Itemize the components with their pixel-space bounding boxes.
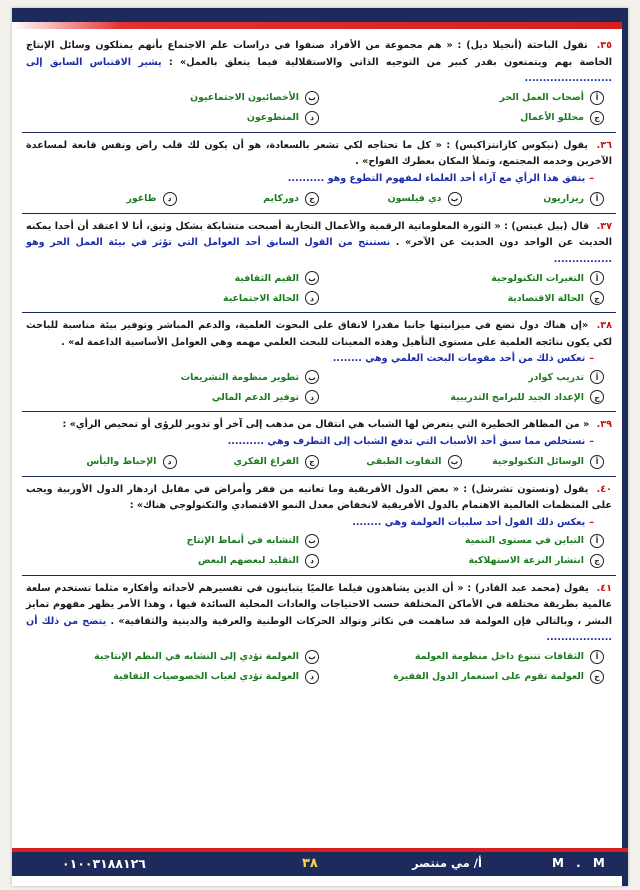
footer-phone: ٠١٠٠٣١٨٨١٢٦ xyxy=(62,856,146,871)
answer-blank: ................ xyxy=(553,253,612,265)
page-footer xyxy=(12,852,628,876)
question-36 xyxy=(26,138,612,207)
option-b[interactable] xyxy=(319,191,462,207)
option-b[interactable] xyxy=(34,270,319,286)
question-text xyxy=(26,482,612,515)
option-b[interactable] xyxy=(34,533,319,549)
option-letter-circle: أ xyxy=(590,370,604,384)
option-d[interactable] xyxy=(34,191,177,207)
option-label: التفاوت الطبقي xyxy=(366,456,442,467)
option-label: الأخصائيون الاجتماعيون xyxy=(190,92,299,103)
question-number: ٣٩. xyxy=(596,419,612,430)
question-body: « من المظاهر الخطيرة التي يتعرض لها الشباب هي انتقال من مذهب إلى آخر أو تدوير للرؤى أو تمحيص الرأي» : xyxy=(62,419,590,430)
option-a[interactable] xyxy=(319,369,604,385)
option-letter-circle: أ xyxy=(590,650,604,664)
option-letter-circle: ب xyxy=(305,271,319,285)
option-letter-circle: أ xyxy=(590,455,604,469)
option-label: الإعداد الجيد للبرامج التدريبية xyxy=(450,391,584,403)
option-letter-circle: د xyxy=(163,455,177,469)
question-number: ٣٨. xyxy=(596,320,612,331)
option-label: ريزاريون xyxy=(543,193,584,204)
option-letter-circle: د xyxy=(163,192,177,206)
option-c[interactable] xyxy=(177,454,320,470)
question-40 xyxy=(26,482,612,569)
question-body: يقول (ونستون تشرشل) : « بعض الدول الأفريقية وما تعانيه من فقر وأمراض في مقابل ازدهار الدول الأوربية ويجب على المنظمات العالمية الاهتمام بالدول الأفريقية لانخفاض معدل النمو الاقتصادي والتكنولوجي هناك» : xyxy=(26,483,612,511)
question-prompt: –يعكس ذلك القول أحد سلبيات العولمة وهي ........ xyxy=(352,516,594,528)
option-a[interactable] xyxy=(319,90,604,106)
option-d[interactable] xyxy=(34,389,319,405)
option-label: الإحباط واليأس xyxy=(86,456,157,467)
footer-author: أ/ مي منتصر xyxy=(412,856,482,870)
option-letter-circle: ب xyxy=(305,91,319,105)
option-c[interactable] xyxy=(319,669,604,685)
answer-blank: .......... xyxy=(227,435,265,447)
question-text xyxy=(26,581,612,647)
option-letter-circle: ب xyxy=(305,370,319,384)
option-letter-circle: د xyxy=(305,670,319,684)
option-label: العولمة تؤدي إلى التشابه في النظم الإنتاجية xyxy=(94,651,299,662)
question-text xyxy=(26,318,612,351)
option-label: تدريب كوادر xyxy=(528,371,584,383)
question-38 xyxy=(26,318,612,405)
prompt-dash-icon: – xyxy=(589,353,594,364)
question-number: ٤١. xyxy=(596,582,613,594)
option-letter-circle: ج xyxy=(590,291,604,305)
option-label: التباين في مستوى التنمية xyxy=(464,535,584,546)
question-body: «إن هناك دول تضع في ميزانيتها جانبا مقدرا لانفاق على البحوث العلمية، والدعم المباشر وتوفير بيئة مناسبة للباحث لكي يكون نتائجه العلمية على مستوى التأهيل وهذه المعينات للبحث العلمي مهمه وهي العوامل الأساسية الداعمة له» . xyxy=(26,320,612,348)
option-letter-circle: ب xyxy=(305,534,319,548)
option-c[interactable] xyxy=(319,110,604,126)
exam-page xyxy=(12,8,628,886)
option-letter-circle: ج xyxy=(590,111,604,125)
question-body: قال (بيل غيتس) : « الثورة المعلوماتية الرقمية والأعمال التجارية أصبحت متشابكة بشكل وثيق، أنا لا اعتقد أن أحدا يمكنه الحديث عن الواحد دون الحديث عن الآخر» . xyxy=(26,220,613,248)
option-letter-circle: ب xyxy=(305,650,319,664)
options-list xyxy=(34,454,604,470)
option-label: العولمة تقوم على استعمار الدول الفقيرة xyxy=(393,671,584,682)
question-prompt: –نستخلص مما سبق أحد الأسباب التي تدفع الشباب إلى التطرف وهي .......... xyxy=(227,435,594,447)
question-text xyxy=(26,138,612,171)
option-label: التشابه في أنماط الإنتاج xyxy=(186,535,299,546)
question-number: ٣٧. xyxy=(596,220,612,232)
answer-blank: ........................ xyxy=(524,73,612,84)
option-c[interactable] xyxy=(319,389,604,405)
question-35 xyxy=(26,38,612,126)
options-list xyxy=(34,533,604,569)
option-letter-circle: أ xyxy=(590,91,604,105)
option-b[interactable] xyxy=(319,454,462,470)
header-accent-stripe xyxy=(12,22,628,29)
option-label: دي فيلسون xyxy=(387,193,442,204)
option-c[interactable] xyxy=(319,553,604,569)
option-label: الوسائل التكنولوجية xyxy=(492,456,584,467)
option-b[interactable] xyxy=(34,369,319,385)
option-label: طاغور xyxy=(126,193,157,204)
option-letter-circle: د xyxy=(305,111,319,125)
option-letter-circle: ج xyxy=(305,455,319,469)
answer-blank: ........ xyxy=(332,353,362,364)
option-b[interactable] xyxy=(34,90,319,106)
option-letter-circle: د xyxy=(305,554,319,568)
question-prompt: نستنتج من القول السابق أحد العوامل التي تؤثر في بيئة العمل الحر وهو xyxy=(26,237,391,248)
option-label: تطوير منظومة التشريعات xyxy=(180,371,299,383)
question-divider xyxy=(22,213,616,214)
answer-blank: .......... xyxy=(287,172,325,184)
option-a[interactable] xyxy=(319,649,604,665)
option-letter-circle: ب xyxy=(448,455,462,469)
option-label: الحالة الاقتصادية xyxy=(507,292,584,304)
question-number: ٤٠. xyxy=(596,483,612,495)
answer-blank: .................. xyxy=(546,632,612,643)
option-label: الحالة الاجتماعية xyxy=(223,292,299,304)
question-divider xyxy=(22,411,616,412)
option-letter-circle: ج xyxy=(590,390,604,404)
prompt-dash-icon: – xyxy=(589,435,594,447)
page-number: ٣٨ xyxy=(302,856,318,871)
option-a[interactable] xyxy=(462,191,605,207)
option-a[interactable] xyxy=(462,454,605,470)
option-label: التغيرات التكنولوجية xyxy=(491,272,584,284)
option-label: التقليد لبعضهم البعض xyxy=(198,555,299,566)
question-text xyxy=(26,417,612,434)
question-divider xyxy=(22,132,616,133)
option-letter-circle: ج xyxy=(590,554,604,568)
options-list xyxy=(34,369,604,405)
option-label: انتشار النزعة الاستهلاكية xyxy=(468,555,584,566)
option-label: دوركايم xyxy=(263,193,299,204)
side-border-strip xyxy=(622,8,628,886)
footer-initials: M . M xyxy=(552,856,609,870)
options-list xyxy=(34,191,604,207)
option-c[interactable] xyxy=(319,290,604,306)
option-label: الفراغ الفكري xyxy=(233,456,299,467)
question-41 xyxy=(26,581,612,685)
prompt-dash-icon: – xyxy=(589,516,594,528)
option-d[interactable] xyxy=(34,110,319,126)
answer-blank: ........ xyxy=(352,516,382,528)
option-c[interactable] xyxy=(177,191,320,207)
option-a[interactable] xyxy=(319,270,604,286)
option-d[interactable] xyxy=(34,553,319,569)
question-39 xyxy=(26,417,612,470)
question-prompt: يشير الاقتباس السابق إلى xyxy=(26,56,162,68)
question-body: يقول (نيكوس كازانتزاكيس) : « كل ما تحتاجه لكي تشعر بالسعادة، هو أن يكون لك قلب راض ونفس قانعة لمساعدة الآخرين وخدمه المجتمع، وتملأ المكان بعطرك الفواح» . xyxy=(26,139,612,167)
question-text xyxy=(26,38,612,88)
option-letter-circle: أ xyxy=(590,192,604,206)
option-label: العولمة تؤدي لغياب الخصوصيات الثقافية xyxy=(113,671,299,682)
question-number: ٣٥. xyxy=(596,40,612,51)
question-prompt: –يتفق هذا الرأي مع آراء أحد العلماء لمفهوم التطوع وهو .......... xyxy=(287,172,594,184)
option-label: توفير الدعم المالي xyxy=(211,391,299,403)
option-b[interactable] xyxy=(34,649,319,665)
questions-area xyxy=(26,38,612,685)
option-letter-circle: أ xyxy=(590,534,604,548)
option-label: المتطوعون xyxy=(246,112,299,123)
option-d[interactable] xyxy=(34,669,319,685)
question-divider xyxy=(22,312,616,313)
question-37 xyxy=(26,219,612,307)
prompt-dash-icon: – xyxy=(589,172,594,184)
header-band xyxy=(12,8,628,22)
question-divider xyxy=(22,476,616,477)
option-a[interactable] xyxy=(319,533,604,549)
question-prompt: –تعكس ذلك من أحد مقومات البحث العلمي وهي ........ xyxy=(332,353,594,364)
option-label: القيم الثقافية xyxy=(234,272,299,284)
option-d[interactable] xyxy=(34,454,177,470)
option-d[interactable] xyxy=(34,290,319,306)
options-list xyxy=(34,90,604,126)
question-number: ٣٦. xyxy=(596,139,612,151)
option-label: أصحاب العمل الحر xyxy=(499,92,584,103)
option-letter-circle: د xyxy=(305,390,319,404)
option-letter-circle: أ xyxy=(590,271,604,285)
question-body: يقول (محمد عبد القادر) : « أن الذين يشاهدون فيلما عالميًا يتباينون في تفسيرهم لأحداثه وأفكاره مثلما تستخدم سلعة عالمية بطريقة مختلفة في الأماكن المختلفة حسب الاحتياجات والعادات المحلية السائدة فيها ، وهذا الأمر يظهر مفهوم تمايز البشر ، وبالتالي فإن العولمة قد ساهمت في تكاثر وتوالد الحركات الوطنية والعرقية والدينية والثقافية» . xyxy=(26,582,612,627)
question-prompt: يتضح من ذلك أن xyxy=(26,615,107,627)
options-list xyxy=(34,270,604,306)
option-letter-circle: ج xyxy=(590,670,604,684)
options-list xyxy=(34,649,604,685)
question-body: تقول الباحثة (أنجيلا ديل) : « هم مجموعة من الأفراد صنفوا في دراسات علم الاجتماع بأنهم يمتلكون وسائل الإنتاج الخاصة بهم ويتمتعون بقدر كبير من التوجيه الذاتي والاستقلالية فيما يتعلق بالعمل» : xyxy=(26,40,613,68)
option-letter-circle: ج xyxy=(305,192,319,206)
option-label: الثقافات تتنوع داخل منظومة العولمة xyxy=(414,651,584,662)
question-divider xyxy=(22,575,616,576)
option-letter-circle: د xyxy=(305,291,319,305)
option-label: محللو الأعمال xyxy=(520,112,584,123)
option-letter-circle: ب xyxy=(448,192,462,206)
question-text xyxy=(26,219,612,269)
